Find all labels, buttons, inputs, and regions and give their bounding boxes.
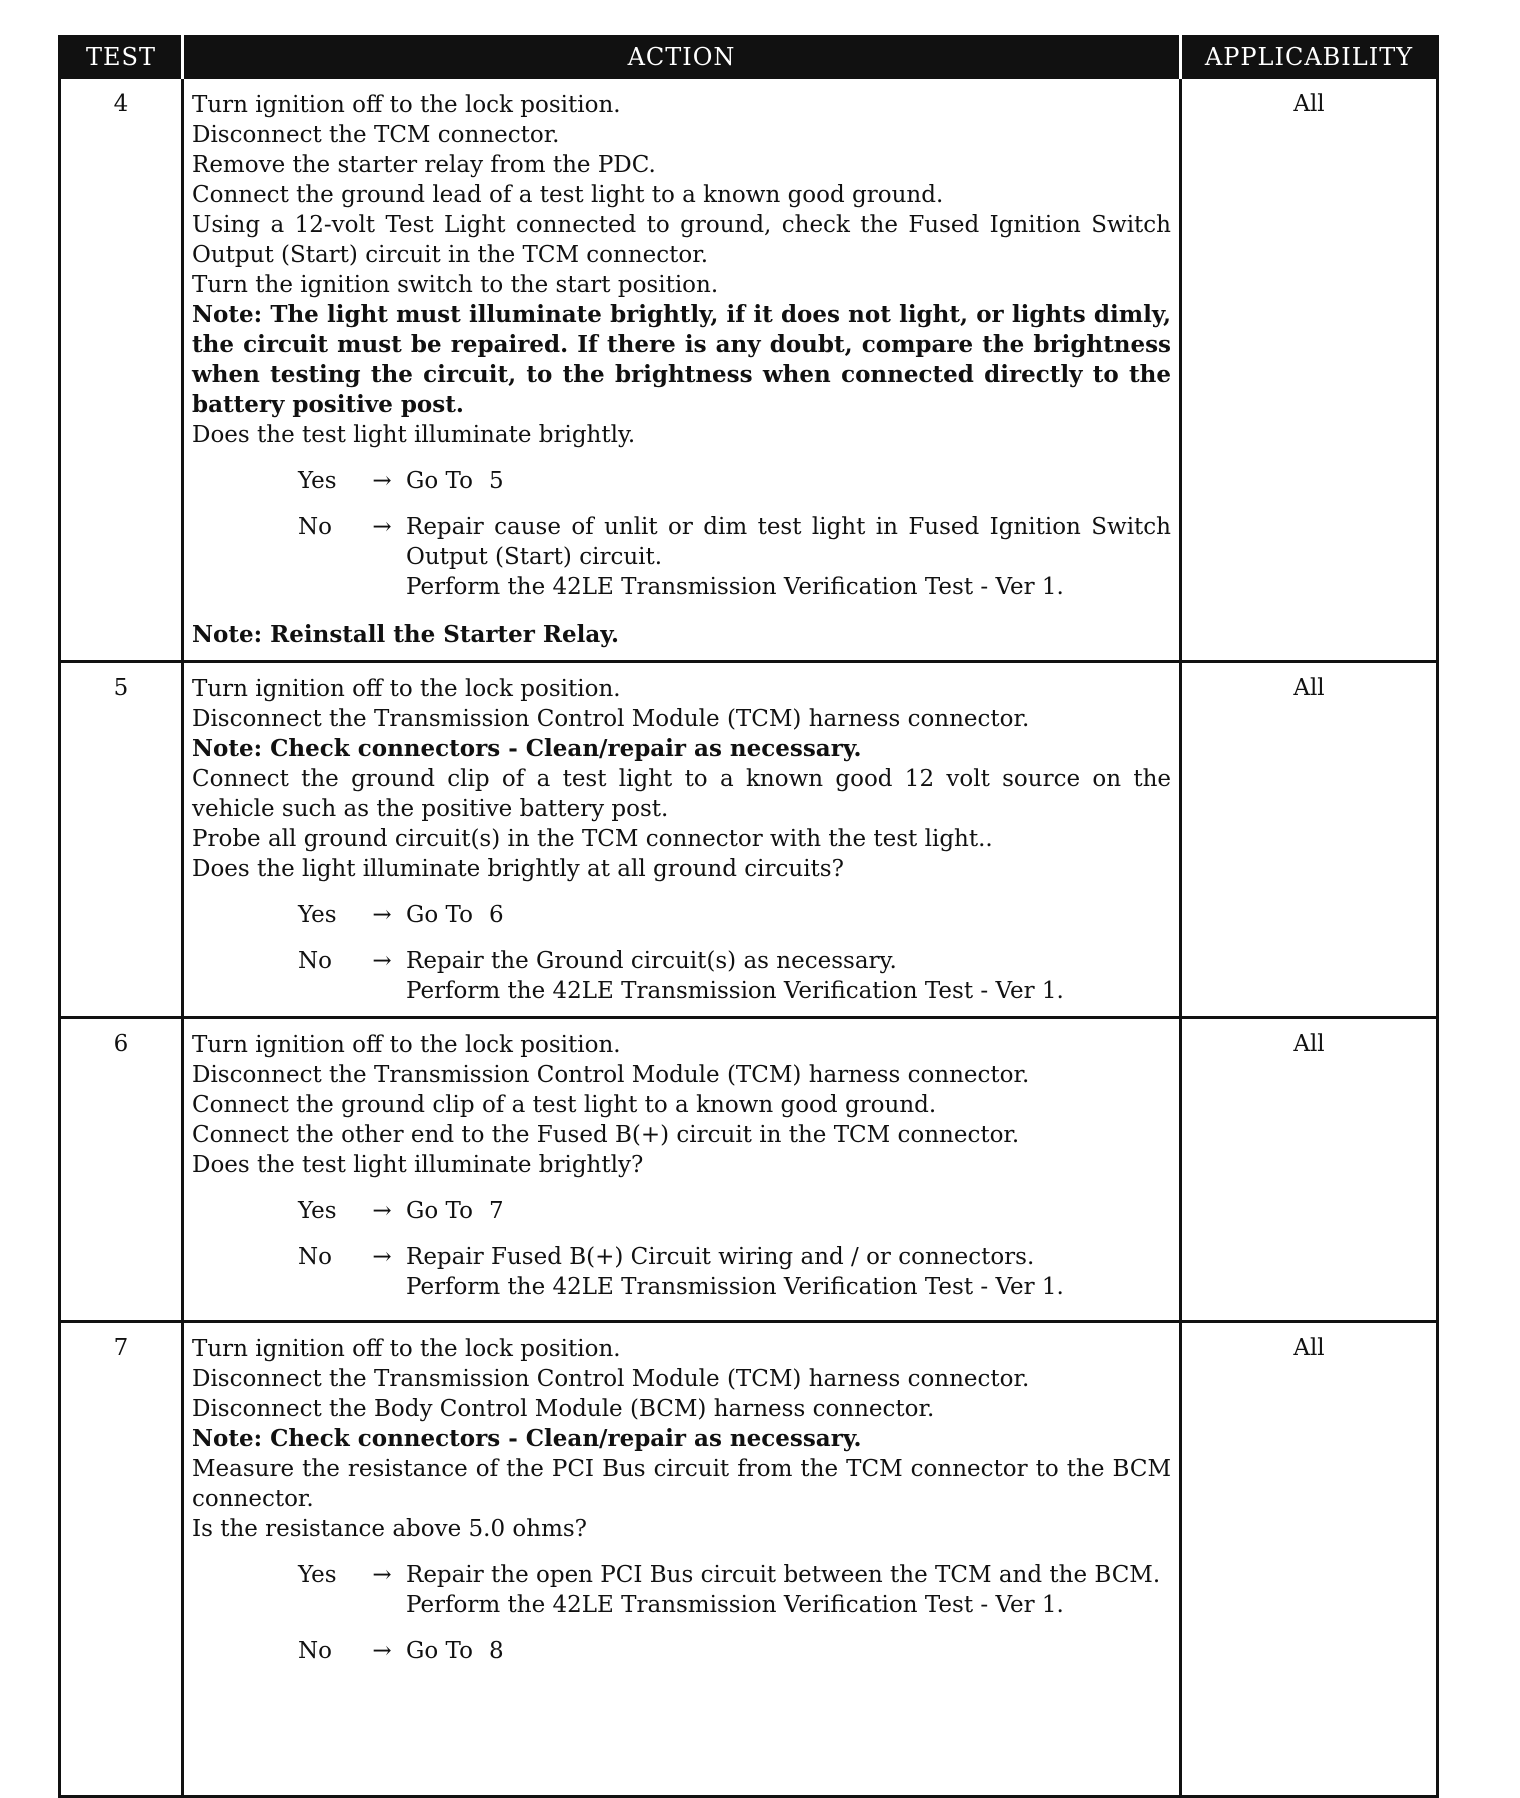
header-applicability: APPLICABILITY <box>1181 37 1438 78</box>
action-step: Using a 12-volt Test Light connected to ground, check the Fused Ignition Switch Output (Start) circuit in the TCM connector. <box>192 212 1171 268</box>
branch-action: Perform the 42LE Transmission Verification Test - Ver 1. <box>406 574 1064 600</box>
goto-text: Go To <box>406 902 473 928</box>
right-arrow-icon: → <box>372 948 392 974</box>
test-number: 6 <box>60 1018 183 1322</box>
header-test: TEST <box>60 37 183 78</box>
diagnostic-procedure-page <box>58 35 1436 1711</box>
action-step: Remove the starter relay from the PDC. <box>192 152 656 178</box>
branch-action: Repair cause of unlit or dim test light in Fused Ignition Switch Output (Start) circuit. <box>406 514 1171 570</box>
table-header-row <box>60 37 1438 78</box>
test-row-7 <box>60 1322 1438 1797</box>
branch-yes <box>192 1560 1171 1620</box>
goto-test-number: 6 <box>488 902 504 928</box>
action-step: Probe all ground circuit(s) in the TCM connector with the test light.. <box>192 826 993 852</box>
branch-label: Yes <box>298 1198 337 1224</box>
action-question: Does the light illuminate brightly at all ground circuits? <box>192 856 844 882</box>
action-step: Measure the resistance of the PCI Bus circuit from the TCM connector to the BCM connector. <box>192 1456 1171 1512</box>
header-action: ACTION <box>183 37 1181 78</box>
reinstall-note: Note: Reinstall the Starter Relay. <box>192 621 620 648</box>
diagnostic-test-table <box>58 35 1439 1798</box>
action-note: Note: Check connectors - Clean/repair as necessary. <box>192 1425 862 1452</box>
branch-no <box>192 946 1171 1006</box>
test-action-cell <box>183 78 1181 662</box>
action-step: Turn the ignition switch to the start position. <box>192 272 719 298</box>
branch-action: Perform the 42LE Transmission Verification Test - Ver 1. <box>406 1274 1064 1300</box>
action-step: Connect the ground clip of a test light to a known good ground. <box>192 1092 937 1118</box>
action-step: Disconnect the TCM connector. <box>192 122 560 148</box>
test-applicability: All <box>1181 1018 1438 1322</box>
branch-label: No <box>298 1244 332 1270</box>
right-arrow-icon: → <box>372 514 392 540</box>
action-question: Is the resistance above 5.0 ohms? <box>192 1516 588 1542</box>
goto-test-number: 5 <box>488 468 504 494</box>
goto-test-number: 8 <box>488 1638 504 1664</box>
test-number: 5 <box>60 662 183 1018</box>
test-row-4 <box>60 78 1438 662</box>
test-action-cell <box>183 1322 1181 1797</box>
branch-no <box>192 512 1171 602</box>
test-action-cell <box>183 662 1181 1018</box>
right-arrow-icon: → <box>372 468 392 494</box>
goto-text: Go To <box>406 1638 473 1664</box>
branch-action: Perform the 42LE Transmission Verification Test - Ver 1. <box>406 1592 1064 1618</box>
action-step: Turn ignition off to the lock position. <box>192 676 621 702</box>
test-applicability: All <box>1181 662 1438 1018</box>
action-step: Connect the ground clip of a test light to a known good 12 volt source on the vehicle such as the positive battery post. <box>192 766 1171 822</box>
action-question: Does the test light illuminate brightly? <box>192 1152 644 1178</box>
branch-label: Yes <box>298 902 337 928</box>
branch-no <box>192 1242 1171 1302</box>
right-arrow-icon: → <box>372 1198 392 1224</box>
test-applicability: All <box>1181 78 1438 662</box>
goto-test-number: 7 <box>488 1198 504 1224</box>
test-applicability: All <box>1181 1322 1438 1797</box>
test-number: 7 <box>60 1322 183 1797</box>
goto-text: Go To <box>406 1198 473 1224</box>
goto-text: Go To <box>406 468 473 494</box>
action-step: Disconnect the Body Control Module (BCM) harness connector. <box>192 1396 935 1422</box>
branch-action: Repair the Ground circuit(s) as necessary. <box>406 948 897 974</box>
branch-yes <box>192 1196 1171 1226</box>
right-arrow-icon: → <box>372 1562 392 1588</box>
action-step: Turn ignition off to the lock position. <box>192 1032 621 1058</box>
action-step: Connect the ground lead of a test light to a known good ground. <box>192 182 944 208</box>
action-note: Note: The light must illuminate brightly, if it does not light, or lights dimly, the circuit must be repaired. If there is any doubt, compare the brightness when testing the circuit, to the brightness when connected directly to the battery positive post. <box>192 301 1171 418</box>
branch-action: Repair the open PCI Bus circuit between the TCM and the BCM. <box>406 1562 1161 1588</box>
branch-label: No <box>298 948 332 974</box>
action-step: Disconnect the Transmission Control Module (TCM) harness connector. <box>192 706 1030 732</box>
branch-yes <box>192 900 1171 930</box>
branch-yes <box>192 466 1171 496</box>
branch-action: Perform the 42LE Transmission Verification Test - Ver 1. <box>406 978 1064 1004</box>
branch-label: No <box>298 514 332 540</box>
branch-label: No <box>298 1638 332 1664</box>
branch-action: Repair Fused B(+) Circuit wiring and / or connectors. <box>406 1244 1035 1270</box>
branch-no <box>192 1636 1171 1666</box>
right-arrow-icon: → <box>372 902 392 928</box>
action-step: Disconnect the Transmission Control Module (TCM) harness connector. <box>192 1366 1030 1392</box>
right-arrow-icon: → <box>372 1638 392 1664</box>
action-step: Connect the other end to the Fused B(+) circuit in the TCM connector. <box>192 1122 1020 1148</box>
branch-label: Yes <box>298 1562 337 1588</box>
action-question: Does the test light illuminate brightly. <box>192 422 636 448</box>
action-note: Note: Check connectors - Clean/repair as necessary. <box>192 735 862 762</box>
test-number: 4 <box>60 78 183 662</box>
action-step: Turn ignition off to the lock position. <box>192 92 621 118</box>
action-step: Turn ignition off to the lock position. <box>192 1336 621 1362</box>
test-action-cell <box>183 1018 1181 1322</box>
test-row-5 <box>60 662 1438 1018</box>
action-step: Disconnect the Transmission Control Module (TCM) harness connector. <box>192 1062 1030 1088</box>
branch-label: Yes <box>298 468 337 494</box>
right-arrow-icon: → <box>372 1244 392 1270</box>
test-row-6 <box>60 1018 1438 1322</box>
